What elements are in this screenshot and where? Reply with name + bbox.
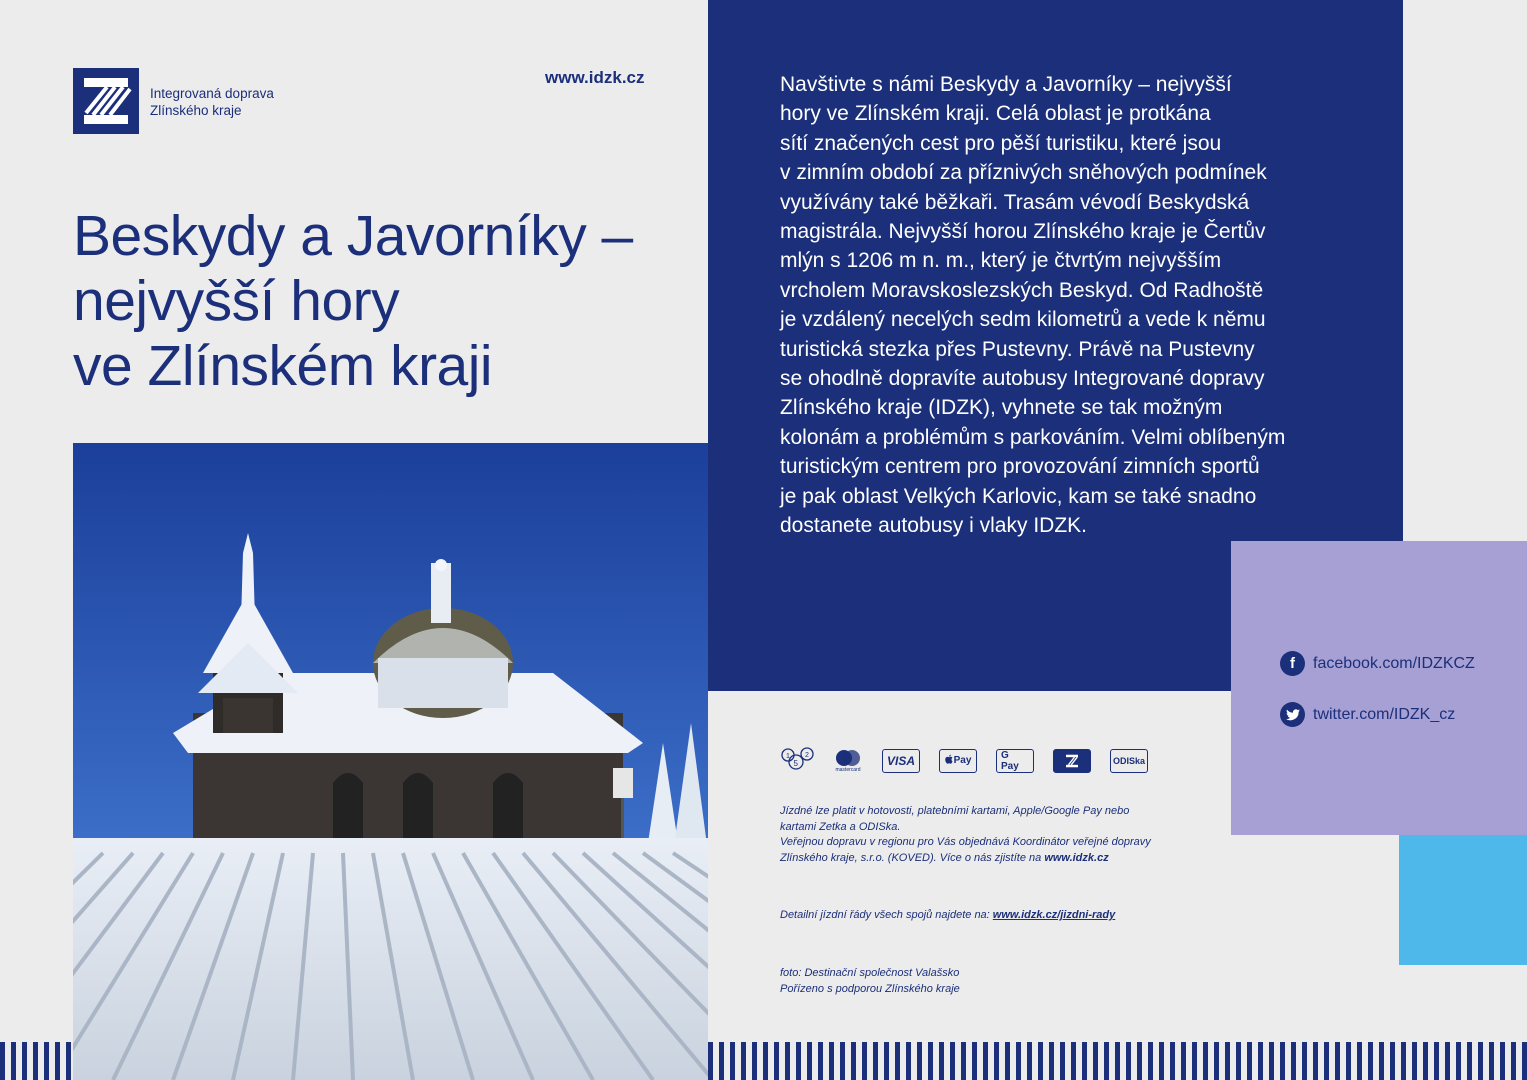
intro-line: hory ve Zlínském kraji. Celá oblast je protkána: [780, 102, 1211, 126]
mastercard-label: mastercard: [835, 766, 861, 773]
title-line3: ve Zlínském kraji: [73, 334, 493, 398]
logo-line1: Integrovaná doprava: [150, 86, 274, 101]
social-card: [1231, 541, 1527, 835]
intro-line: vrcholem Moravskoslezských Beskyd. Od Radhoště: [780, 278, 1264, 302]
twitter-icon: [1280, 702, 1305, 727]
facebook-link[interactable]: [1280, 651, 1475, 676]
visa-icon: VISA: [882, 749, 920, 773]
intro-line: mlýn s 1206 m n. m., který je čtvrtým nejvyšším: [780, 249, 1222, 273]
twitter-link[interactable]: [1280, 702, 1455, 727]
zetka-card-icon: [1053, 749, 1091, 773]
timetable-note-text: Detailní jízdní řády všech spojů najdete na:: [780, 909, 993, 921]
idzk-z-logo-icon: [73, 68, 139, 134]
intro-line: magistrála. Nejvyšší horou Zlínského kraje je Čertův: [780, 220, 1266, 244]
accent-block: [1399, 835, 1527, 965]
intro-line: Zlínského kraje (IDZK), vyhnete se tak možným: [780, 396, 1223, 420]
intro-line: je pak oblast Velkých Karlovic, kam se také snadno: [780, 484, 1257, 508]
intro-line: v zimním období za příznivých sněhových podmínek: [780, 161, 1267, 185]
timetable-link[interactable]: www.idzk.cz/jizdni-rady: [992, 909, 1116, 921]
photo-snowy-chapel: [73, 443, 708, 1080]
payment-note-line: kartami Zetka a ODISka.: [780, 820, 901, 833]
intro-line: turistickým centrem pro provozování zimních sportů: [780, 455, 1260, 479]
timetable-note: [780, 908, 1115, 924]
svg-text:1: 1: [786, 752, 790, 760]
svg-text:2: 2: [805, 751, 809, 759]
facebook-label: facebook.com/IDZKCZ: [1313, 654, 1475, 672]
website-link[interactable]: www.idzk.cz: [545, 68, 645, 87]
payment-note: [780, 804, 1151, 866]
page-title: [73, 204, 693, 399]
title-line1: Beskydy a Javorníky –: [73, 204, 633, 268]
apple-pay-label: Pay: [953, 755, 972, 766]
twitter-label: twitter.com/IDZK_cz: [1313, 705, 1456, 723]
coins-icon: [780, 745, 814, 777]
apple-icon: [945, 754, 953, 767]
intro-line: dostanete autobusy i vlaky IDZK.: [780, 514, 1087, 538]
payment-note-line: Zlínského kraje, s.r.o. (KOVED). Více o nás zjistíte na: [780, 851, 1045, 864]
payment-note-line: Veřejnou dopravu v regionu pro Vás objednává Koordinátor veřejné dopravy: [780, 836, 1151, 848]
decorative-stripes: [0, 1042, 73, 1080]
intro-line: turistická stezka přes Pustevny. Právě na Pustevny: [780, 337, 1255, 361]
google-pay-icon: G Pay: [996, 749, 1034, 773]
payment-methods: [780, 747, 1148, 774]
facebook-icon: f: [1280, 651, 1305, 676]
idzk-link[interactable]: www.idzk.cz: [1044, 851, 1109, 864]
title-line2: nejvyšší hory: [73, 269, 400, 333]
mastercard-icon: [833, 749, 863, 773]
photo-credit: [780, 966, 960, 997]
apple-pay-icon: [939, 749, 977, 773]
logo-text: [150, 85, 274, 119]
intro-text: [780, 70, 1380, 541]
photo-credit-line: Pořízeno s podporou Zlínského kraje: [780, 982, 960, 995]
decorative-stripes: [708, 1042, 1527, 1080]
intro-line: využívány také běžkaři. Trasám vévodí Beskydská: [780, 190, 1250, 214]
payment-note-line: Jízdné lze platit v hotovosti, platebními kartami, Apple/Google Pay nebo: [780, 805, 1130, 817]
svg-text:5: 5: [793, 758, 798, 768]
intro-line: se ohodlně dopravíte autobusy Integrované dopravy: [780, 367, 1265, 391]
intro-line: je vzdálený necelých sedm kilometrů a vede k němu: [780, 308, 1266, 332]
intro-line: Navštivte s námi Beskydy a Javorníky – nejvyšší: [780, 73, 1232, 96]
photo-credit-line: foto: Destinační společnost Valašsko: [780, 967, 960, 979]
odis-card-icon: ODISka: [1110, 749, 1148, 773]
logo-line2: Zlínského kraje: [150, 103, 242, 118]
intro-line: kolonám a problémům s parkováním. Velmi oblíbeným: [780, 425, 1286, 449]
intro-line: sítí značených cest pro pěší turistiku, které jsou: [780, 131, 1222, 155]
